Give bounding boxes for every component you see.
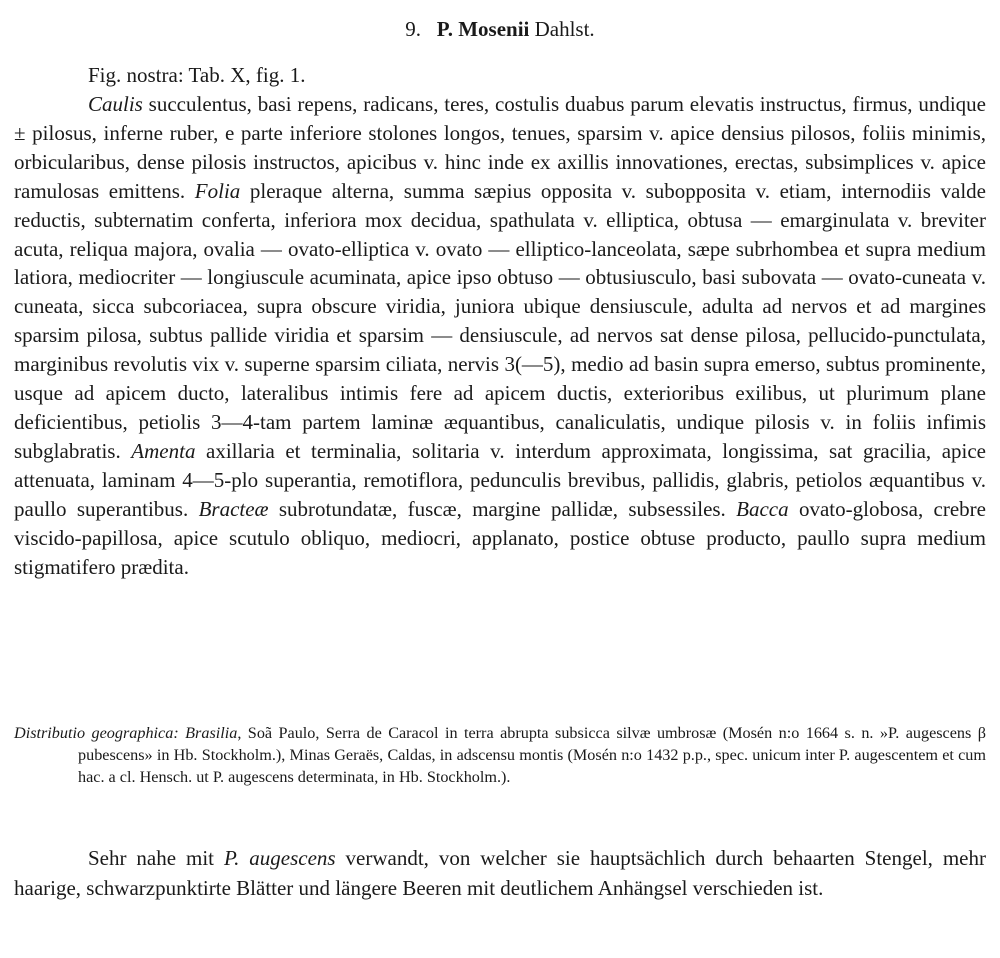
bracteae-text: subrotundatæ, fuscæ, margine pallidæ, subsessiles. [268, 496, 737, 521]
caulis-text: succulentus, basi repens, radicans, teres, costulis duabus parum elevatis instructus, firmus, undique ± pilosus, inferne ruber, e parte inferiore stolones longos, tenues, sparsim v. apice densius pilosos, foliis minimis, orbicularibus, dense pilosis instructos, apicibus v. hinc inde ex axillis innovationes, erectas, subsimplices v. apice ramulosas emittens. [14, 92, 986, 203]
distribution-label: Distributio geographica: [14, 724, 179, 742]
amenta-text: axillaria et terminalia, solitaria v. interdum approximata, longissima, sat gracilia, apice attenuata, laminam 4—5-plo superantia, remotiflora, pedunculis brevibus, pallidis, glabris, petiolos æquantibus v. paullo superantibus. [14, 438, 986, 521]
figure-reference: Fig. nostra: Tab. X, fig. 1. [88, 63, 306, 87]
species-author: Dahlst. [534, 17, 595, 41]
species-name: P. Mosenii [436, 17, 530, 41]
folia-label: Folia [194, 178, 241, 203]
remark-after: verwandt, von welcher sie hauptsächlich durch behaarten Stengel, mehr haarige, schwarzpunktirte Blätter und längere Beeren mit deutlichem Anhängsel verschieden ist. [14, 846, 986, 900]
bracteae-label: Bracteæ [198, 496, 269, 521]
distribution-paragraph [14, 722, 986, 789]
distribution-text: , Soã Paulo, Serra de Caracol in terra abrupta subsicca silvæ umbrosæ (Mosén n:o 1664 s. n. »P. augescens β pubescens» in Hb. Stockholm.), Minas Geraës, Caldas, in adscensu montis (Mosén n:o 1432 p.p., spec. unicum inter P. augescentem et cum hac. a cl. Hensch. ut P. augescens determinata, in Hb. Stockholm.). [78, 724, 986, 787]
distribution-country: Brasilia [185, 724, 238, 742]
caulis-label: Caulis [88, 92, 143, 116]
bacca-label: Bacca [736, 496, 789, 521]
species-number: 9. [405, 17, 422, 41]
species-description [14, 90, 986, 581]
remark-before: Sehr nahe mit [88, 846, 224, 870]
amenta-label: Amenta [131, 438, 196, 463]
remark-paragraph [14, 844, 986, 903]
remark-species: P. augescens [223, 846, 336, 870]
species-heading [0, 14, 1000, 44]
folia-text: pleraque alterna, summa sæpius opposita v. subopposita v. etiam, internodiis valde reductis, subternatim conferta, inferiora mox decidua, spathulata v. elliptica, obtusa — emarginulata v. breviter acuta, reliqua majora, ovalia — ovato-elliptica v. ovato — elliptico-lanceolata, sæpe subrhombea et supra medium latiora, mediocriter — longiuscule acuminata, apice ipso obtuso — obtusiusculo, basi subovata — ovato-cuneata v. cuneata, sicca subcoriacea, supra obscure viridia, juniora ubique densiuscule, adulta ad nervos et ad margines sparsim pilosa, subtus pallide viridia et sparsim — densiuscule, ad nervos sat dense pilosa, pellucido-punctulata, marginibus revolutis vix v. superne sparsim ciliata, nervis 3(—5), medio ad basin supra emerso, subtus prominente, usque ad apicem ducto, lateralibus intimis fere ad apicem ductis, exterioribus exilibus, ut plurimum plane deficientibus, petiolis 3—4-tam partem laminæ æquantibus, canaliculatis, undique pilosis v. in foliis infimis subglabratis. [14, 178, 986, 463]
bacca-text: ovato-globosa, crebre viscido-papillosa, apice scutulo obliquo, mediocri, applanato, postice obtuse producto, paullo supra medium stigmatifero prædita. [14, 496, 986, 579]
